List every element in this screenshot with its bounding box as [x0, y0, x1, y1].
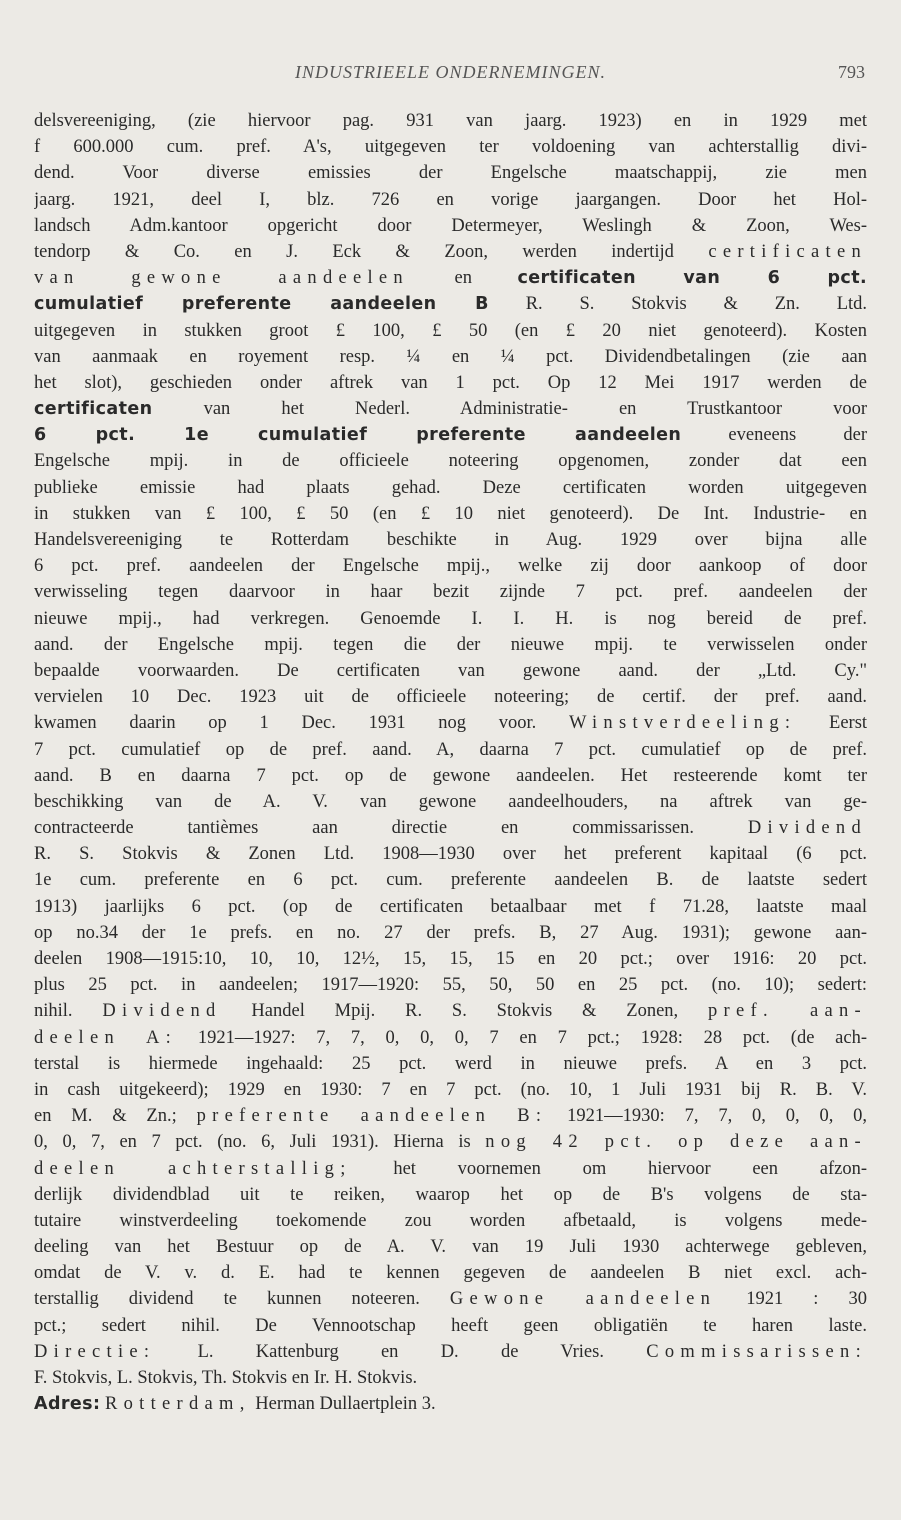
- text-line: 1e cum. preferente en 6 pct. cum. preferente aandeelen B. de laatste sedert: [34, 870, 867, 891]
- text-line: dend. Voor diverse emissies der Engelsche maatschappij, zie men: [34, 163, 867, 184]
- text-line: jaarg. 1921, deel I, blz. 726 en vorige jaargangen. Door het Hol-: [34, 189, 867, 210]
- text-line: van gewone aandeelen en certificaten van 6 pct.: [34, 268, 867, 289]
- text-line: vervielen 10 Dec. 1923 uit de officieele noteering; de certif. der pref. aand.: [34, 687, 867, 708]
- text-line: 7 pct. cumulatief op de pref. aand. A, daarna 7 pct. cumulatief op de pref.: [34, 739, 867, 760]
- text-line: kwamen daarin op 1 Dec. 1931 nog voor. Winstverdeeling: Eerst: [34, 713, 867, 734]
- text-line: 6 pct. 1e cumulatief preferente aandeelen eveneens der: [34, 425, 867, 446]
- text-line: in cash uitgekeerd); 1929 en 1930: 7 en 7 pct. (no. 10, 1 Juli 1931 bij R. B. V.: [34, 1079, 867, 1100]
- text-line: plus 25 pct. in aandeelen; 1917—1920: 55, 50, 50 en 25 pct. (no. 10); sedert:: [34, 975, 867, 996]
- text-line: f 600.000 cum. pref. A's, uitgegeven ter voldoening van achterstallig divi-: [34, 137, 867, 158]
- text-line: in stukken van £ 100, £ 50 (en £ 10 niet genoteerd). De Int. Industrie- en: [34, 503, 867, 524]
- text-line: en M. & Zn.; preferente aandeelen B: 1921—1930: 7, 7, 0, 0, 0, 0,: [34, 1106, 867, 1127]
- text-line: Directie: L. Kattenburg en D. de Vries. Commissarissen:: [34, 1341, 867, 1362]
- text-line: certificaten van het Nederl. Administratie- en Trustkantoor voor: [34, 399, 867, 420]
- text-line: Engelsche mpij. in de officieele noteering opgenomen, zonder dat een: [34, 451, 867, 472]
- text-line: deelen A: 1921—1927: 7, 7, 0, 0, 0, 7 en 7 pct.; 1928: 28 pct. (de ach-: [34, 1027, 867, 1048]
- page-header: [34, 62, 867, 92]
- running-title: INDUSTRIEELE ONDERNEMINGEN.: [295, 62, 606, 82]
- text-line: landsch Adm.kantoor opgericht door Determeyer, Weslingh & Zoon, Wes-: [34, 215, 867, 236]
- text-line: bepaalde voorwaarden. De certificaten van gewone aand. der „Ltd. Cy.": [34, 660, 867, 681]
- text-line: R. S. Stokvis & Zonen Ltd. 1908—1930 over het preferent kapitaal (6 pct.: [34, 844, 867, 865]
- text-line: pct.; sedert nihil. De Vennootschap heeft geen obligatiën te haren laste.: [34, 1315, 867, 1336]
- text-line: beschikking van de A. V. van gewone aandeelhouders, na aftrek van ge-: [34, 791, 867, 812]
- text-line: deelen 1908—1915:10, 10, 10, 12½, 15, 15, 15 en 20 pct.; over 1916: 20 pct.: [34, 949, 867, 969]
- text-line: 0, 0, 7, en 7 pct. (no. 6, Juli 1931). Hierna is nog 42 pct. op deze aan-: [34, 1132, 867, 1153]
- text-line: deelen achterstallig; het voornemen om hiervoor een afzon-: [34, 1158, 867, 1179]
- text-line: Adres: Rotterdam, Herman Dullaertplein 3.: [34, 1394, 436, 1415]
- text-line: publieke emissie had plaats gehad. Deze certificaten worden uitgegeven: [34, 477, 867, 498]
- text-line: Handelsvereeniging te Rotterdam beschikte in Aug. 1929 over bijna alle: [34, 530, 867, 550]
- text-line: 6 pct. pref. aandeelen der Engelsche mpij., welke zij door aankoop of door: [34, 556, 867, 577]
- text-line: nieuwe mpij., had verkregen. Genoemde I. I. H. is nog bereid de pref.: [34, 608, 867, 629]
- text-line: deeling van het Bestuur op de A. V. van 19 Juli 1930 achterwege gebleven,: [34, 1237, 867, 1258]
- text-line: het slot), geschieden onder aftrek van 1 pct. Op 12 Mei 1917 werden de: [34, 372, 867, 393]
- text-line: contracteerde tantièmes aan directie en commissarissen. Dividend: [34, 818, 867, 839]
- text-line: omdat de V. v. d. E. had te kennen gegeven de aandeelen B niet excl. ach-: [34, 1263, 867, 1284]
- text-line: verwisseling tegen daarvoor in haar bezit zijnde 7 pct. pref. aandeelen der: [34, 582, 867, 603]
- text-line: delsvereeniging, (zie hiervoor pag. 931 van jaarg. 1923) en in 1929 met: [34, 111, 867, 131]
- text-line: aand. B en daarna 7 pct. op de gewone aandeelen. Het resteerende komt ter: [34, 765, 867, 786]
- text-line: tutaire winstverdeeling toekomende zou worden afbetaald, is volgens mede-: [34, 1210, 867, 1231]
- text-line: F. Stokvis, L. Stokvis, Th. Stokvis en Ir. H. Stokvis.: [34, 1368, 418, 1388]
- text-line: derlijk dividendblad uit te reiken, waarop het op de B's volgens de sta-: [34, 1184, 867, 1205]
- body-text: [34, 108, 867, 1417]
- text-line: aand. der Engelsche mpij. tegen die der nieuwe mpij. te verwisselen onder: [34, 634, 867, 655]
- text-line: terstal is hiermede ingehaald: 25 pct. werd in nieuwe prefs. A en 3 pct.: [34, 1053, 867, 1074]
- text-line: op no.34 der 1e prefs. en no. 27 der prefs. B, 27 Aug. 1931); gewone aan-: [34, 922, 867, 943]
- text-line: nihil. Dividend Handel Mpij. R. S. Stokvis & Zonen, pref. aan-: [34, 1001, 867, 1022]
- text-line: terstallig dividend te kunnen noteeren. Gewone aandeelen 1921 : 30: [34, 1289, 867, 1310]
- text-line: tendorp & Co. en J. Eck & Zoon, werden indertijd certificaten: [34, 241, 867, 262]
- text-line: uitgegeven in stukken groot £ 100, £ 50 (en £ 20 niet genoteerd). Kosten: [34, 320, 867, 341]
- text-line: 1913) jaarlijks 6 pct. (op de certificaten betaalbaar met f 71.28, laatste maal: [34, 896, 867, 917]
- text-line: cumulatief preferente aandeelen B R. S. Stokvis & Zn. Ltd.: [34, 294, 867, 315]
- text-line: van aanmaak en royement resp. ¼ en ¼ pct. Dividendbetalingen (zie aan: [34, 346, 867, 367]
- page-number: 793: [838, 62, 865, 82]
